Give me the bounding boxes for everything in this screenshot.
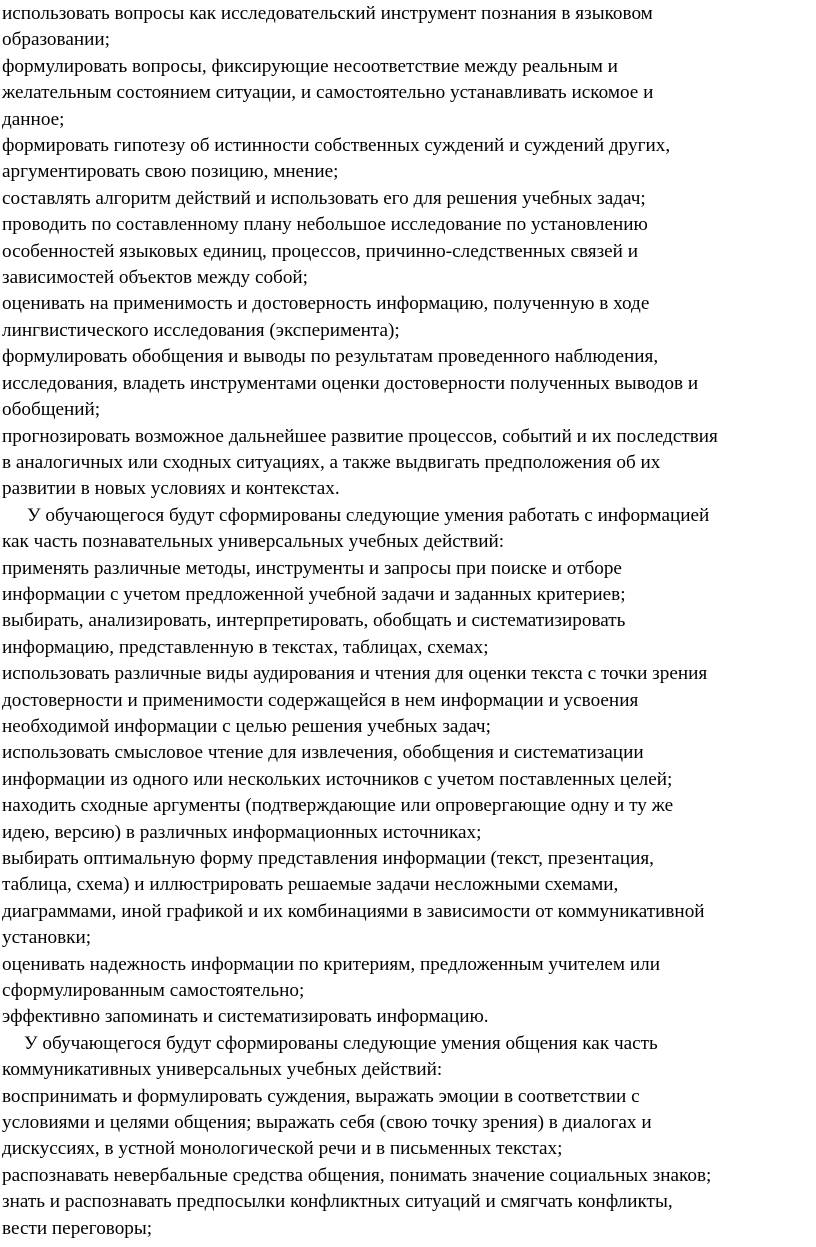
text-line: оценивать надежность информации по критериям, предложенным учителем или xyxy=(2,953,660,975)
text-line: зависимостей объектов между собой; xyxy=(2,267,309,289)
text-line: аргументировать свою позицию, мнение; xyxy=(2,161,339,183)
text-line: особенностей языковых единиц, процессов, причинно-следственных связей и xyxy=(2,240,639,262)
text-line: исследования, владеть инструментами оценки достоверности полученных выводов и xyxy=(2,372,699,394)
text-line: условиями и целями общения; выражать себя (свою точку зрения) в диалогах и xyxy=(2,1112,652,1134)
text-line: идею, версию) в различных информационных источниках; xyxy=(2,821,482,843)
text-line: оценивать на применимость и достоверность информацию, полученную в ходе xyxy=(2,293,650,315)
text-line: как часть познавательных универсальных учебных действий: xyxy=(2,531,505,553)
text-line: эффективно запоминать и систематизировать информацию. xyxy=(2,1006,489,1028)
text-line: лингвистического исследования (эксперимента); xyxy=(2,319,400,341)
text-line: данное; xyxy=(2,108,65,130)
text-line: желательным состоянием ситуации, и самостоятельно устанавливать искомое и xyxy=(2,82,654,104)
text-line: дискуссиях, в устной монологической речи и в письменных текстах; xyxy=(2,1138,563,1160)
text-line: образовании; xyxy=(2,29,110,51)
text-line: формировать гипотезу об истинности собственных суждений и суждений других, xyxy=(2,135,671,157)
text-line: использовать различные виды аудирования и чтения для оценки текста с точки зрения xyxy=(2,663,708,685)
text-line: установки; xyxy=(2,927,92,949)
text-line: прогнозировать возможное дальнейшее развитие процессов, событий и их последствия xyxy=(2,425,718,447)
text-line: информации с учетом предложенной учебной задачи и заданных критериев; xyxy=(2,583,626,605)
text-line: использовать смысловое чтение для извлечения, обобщения и систематизации xyxy=(2,742,644,764)
text-line: выбирать оптимальную форму представления информации (текст, презентация, xyxy=(2,848,654,869)
text-line: использовать вопросы как исследовательский инструмент познания в языковом xyxy=(2,3,653,24)
text-line: проводить по составленному плану небольшое исследование по установлению xyxy=(2,214,648,236)
paragraph-heading-line: У обучающегося будут сформированы следующие умения работать с информацией xyxy=(27,504,710,526)
paragraph-heading-line: У обучающегося будут сформированы следующие умения общения как часть xyxy=(24,1032,658,1054)
text-line: распознавать невербальные средства общения, понимать значение социальных знаков; xyxy=(2,1164,712,1186)
text-line: в аналогичных или сходных ситуациях, а также выдвигать предположения об их xyxy=(2,451,661,473)
text-line: выбирать, анализировать, интерпретировать, обобщать и систематизировать xyxy=(2,610,626,632)
text-line: необходимой информации с целью решения учебных задач; xyxy=(2,715,491,737)
text-line: находить сходные аргументы (подтверждающие или опровергающие одну и ту же xyxy=(2,795,674,817)
text-line: вести переговоры; xyxy=(2,1217,153,1239)
text-line: составлять алгоритм действий и использовать его для решения учебных задач; xyxy=(2,187,646,209)
text-line: таблица, схема) и иллюстрировать решаемые задачи несложными схемами, xyxy=(2,874,619,896)
text-line: формулировать вопросы, фиксирующие несоответствие между реальным и xyxy=(2,55,618,77)
text-line: развитии в новых условиях и контекстах. xyxy=(2,478,340,500)
text-line: достоверности и применимости содержащейся в нем информации и усвоения xyxy=(2,689,639,711)
text-line: информацию, представленную в текстах, таблицах, схемах; xyxy=(2,636,489,658)
text-line: обобщений; xyxy=(2,399,101,421)
text-line: применять различные методы, инструменты и запросы при поиске и отборе xyxy=(2,557,622,579)
text-line: знать и распознавать предпосылки конфликтных ситуаций и смягчать конфликты, xyxy=(2,1191,673,1213)
text-line: воспринимать и формулировать суждения, выражать эмоции в соответствии с xyxy=(2,1085,640,1107)
text-line: информации из одного или нескольких источников с учетом поставленных целей; xyxy=(2,768,673,790)
text-line: сформулированным самостоятельно; xyxy=(2,980,305,1002)
text-line: коммуникативных универсальных учебных действий: xyxy=(2,1059,443,1081)
text-line: формулировать обобщения и выводы по результатам проведенного наблюдения, xyxy=(2,346,659,368)
text-line: диаграммами, иной графикой и их комбинациями в зависимости от коммуникативной xyxy=(2,900,705,922)
